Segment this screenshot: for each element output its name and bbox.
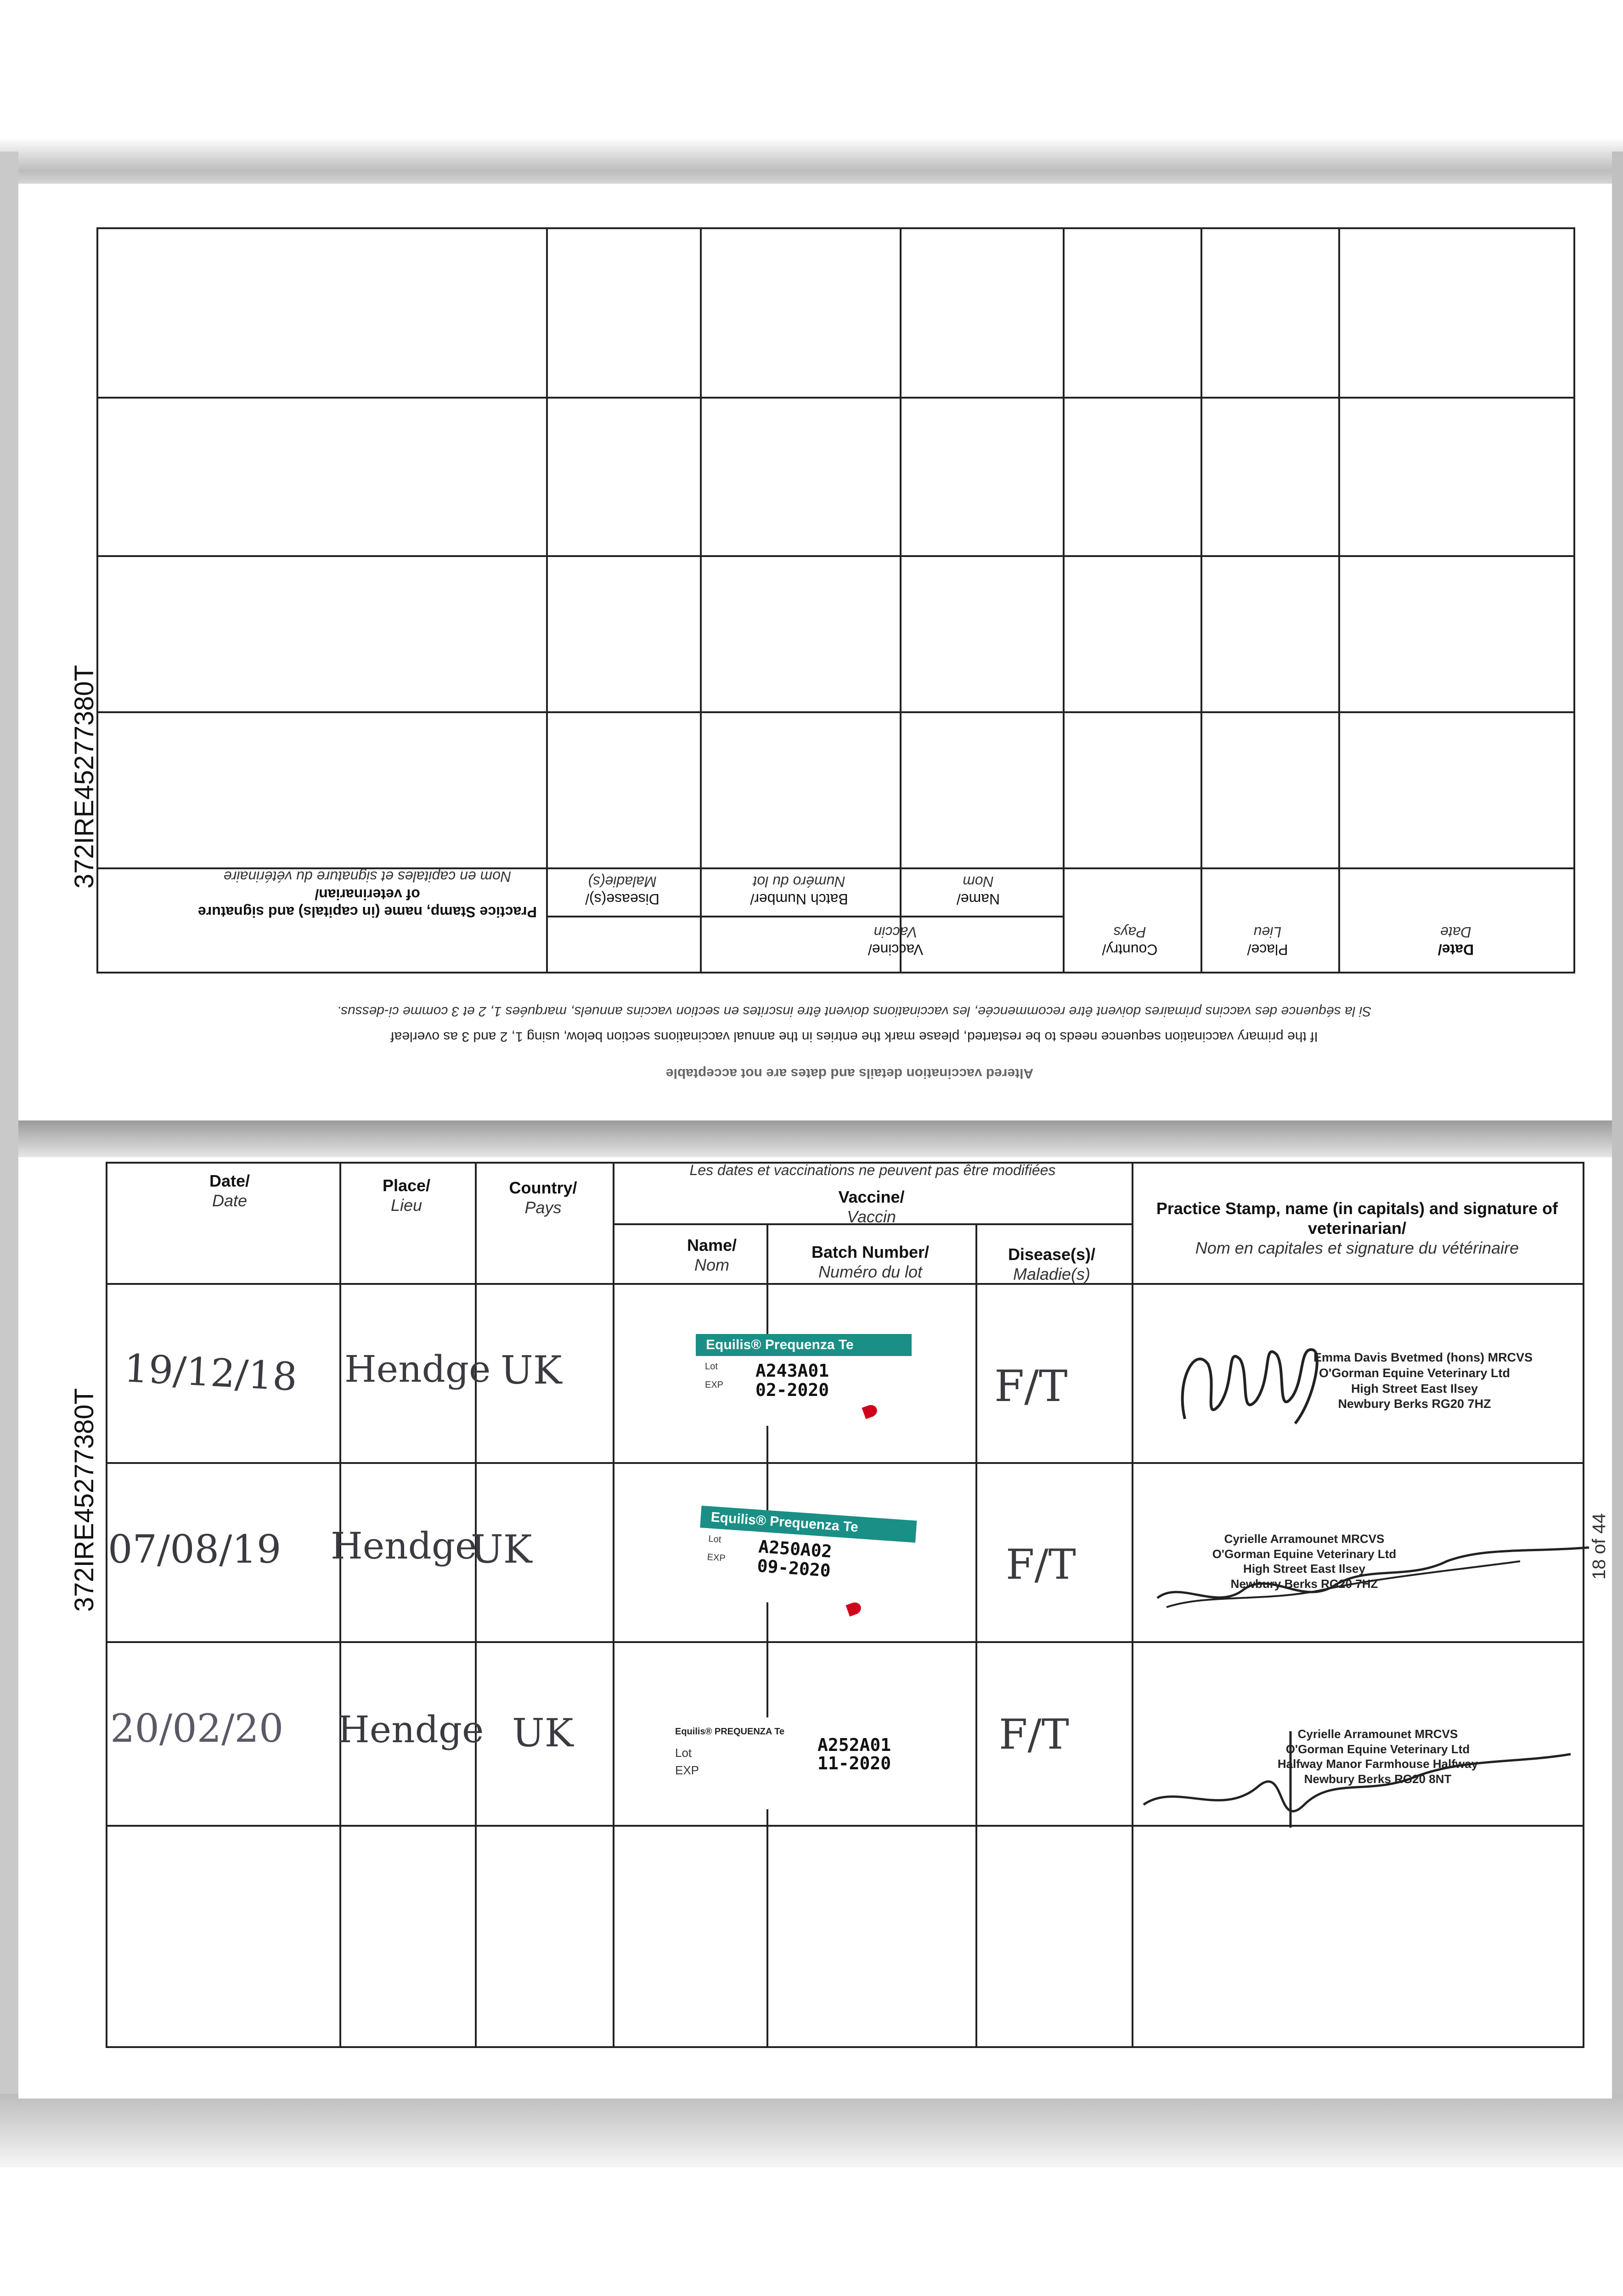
lot-label: Lot	[675, 1746, 692, 1760]
vaccine-label	[695, 1506, 917, 1612]
expiry-date: 09-2020	[756, 1555, 832, 1581]
table-divider	[107, 1283, 1584, 1285]
upper-vaccination-table	[96, 227, 1575, 974]
expiry-date: 11-2020	[817, 1753, 891, 1773]
stamp-header: Practice Stamp, name (in capitals) and signature of veterinarian/ Nom en capitales et signature du vétérinaire	[1156, 1199, 1558, 1258]
table-divider	[475, 1164, 477, 2048]
scan-left-edge	[0, 152, 18, 2126]
table-divider	[700, 229, 702, 974]
batch-header: Batch Number/ Numéro du lot	[811, 1243, 930, 1282]
lot-label: Lot	[708, 1534, 722, 1545]
notice-title: Altered vaccination details and dates are not acceptable	[665, 1066, 1034, 1081]
upper-batch-header: Batch Number/ Numéro du lot	[750, 873, 848, 907]
table-divider	[1132, 1164, 1133, 2048]
upper-stamp-header: Practice Stamp, name (in capitals) and signature of veterinarian/ Nom en capitales et signature du vétérinaire	[198, 868, 537, 921]
entry-country: UK	[471, 1527, 532, 1572]
vaccine-brand: Equilis® PREQUENZA Te	[675, 1727, 785, 1737]
upper-country-header: Country/ Pays	[1102, 923, 1158, 958]
exp-label: EXP	[705, 1380, 724, 1390]
table-divider	[548, 916, 1063, 917]
vet-stamp: Cyrielle Arramounet MRCVS O'Gorman Equine Veterinary Ltd High Street East Ilsey Newbury Berks RG20 7HZ	[1212, 1532, 1397, 1591]
table-divider	[900, 229, 902, 974]
upper-place-header: Place/ Lieu	[1247, 923, 1288, 958]
upper-vaccine-header: Vaccine/ Vaccin	[868, 923, 924, 958]
date-header: Date/ Date	[209, 1171, 250, 1210]
batch-number: A243A01	[755, 1361, 829, 1381]
entry-disease: F/T	[1006, 1541, 1076, 1589]
binder-fold	[18, 1120, 1612, 1157]
vaccine-brand: Equilis® Prequenza Te	[700, 1506, 917, 1543]
upper-disease-header: Disease(s)/ Maladie(s)	[585, 873, 659, 907]
entry-disease: F/T	[999, 1711, 1069, 1759]
vet-signature	[1139, 1713, 1575, 1851]
vet-signature	[1176, 1327, 1327, 1446]
vet-signature	[1153, 1534, 1594, 1626]
batch-number: A250A02	[758, 1536, 833, 1562]
expiry-date: 02-2020	[755, 1380, 829, 1400]
entry-date: 19/12/18	[123, 1345, 299, 1400]
vaccine-label	[666, 1717, 905, 1809]
table-divider	[98, 555, 1575, 557]
table-divider	[107, 1462, 1584, 1464]
scan-right-edge	[1612, 152, 1623, 2126]
table-divider	[546, 229, 548, 974]
table-divider	[1338, 229, 1340, 974]
table-divider	[613, 1164, 614, 2048]
upper-name-header: Name/ Nom	[956, 873, 1000, 907]
exp-label: EXP	[675, 1763, 699, 1777]
batch-number: A252A01	[817, 1735, 891, 1755]
table-divider	[339, 1164, 341, 2048]
exp-label: EXP	[706, 1552, 726, 1564]
vet-stamp: Cyrielle Arramounet MRCVS O'Gorman Equine Veterinary Ltd Halfway Manor Farmhouse Halfway Newbury Berks RG20 8NT	[1277, 1727, 1478, 1786]
entry-date: 07/08/19	[108, 1527, 282, 1572]
page-number: 18 of 44	[1589, 1513, 1609, 1580]
vaccine-header: Vaccine/ Vaccin	[838, 1187, 905, 1227]
lower-notice-title: Les dates et vaccinations ne peuvent pas être modifiées	[689, 1162, 1056, 1178]
scan-bottom-shadow	[0, 2094, 1623, 2167]
entry-disease: F/T	[994, 1362, 1068, 1412]
entry-date: 20/02/20	[110, 1706, 284, 1751]
upper-date-header: Date/ Date	[1437, 923, 1474, 958]
lot-label: Lot	[705, 1362, 718, 1372]
entry-place: Hendge	[344, 1348, 491, 1390]
notice-line1: If the primary vaccination sequence needs to be restarted, please mark the entries in the annual vaccinations section below, using 1, 2 and 3 as overleaf	[390, 1029, 1318, 1044]
entry-country: UK	[512, 1711, 574, 1756]
entry-place: Hendge	[331, 1525, 477, 1567]
notice-line2: Si la séquence des vaccins primaires doivent être recommencée, les vaccinations doivent être inscrites en section vaccins annuels, marquées 1, 2 et 3 comme ci-dessus.	[337, 1004, 1372, 1019]
lower-passport-id: 372IRE45277380T	[69, 1388, 99, 1612]
upper-passport-id: 372IRE45277380T	[69, 665, 99, 889]
table-divider	[98, 397, 1575, 399]
place-header: Place/ Lieu	[382, 1176, 431, 1215]
name-header: Name/ Nom	[687, 1236, 737, 1275]
country-header: Country/ Pays	[509, 1178, 577, 1217]
disease-header: Disease(s)/ Maladie(s)	[1008, 1245, 1096, 1284]
vaccine-label	[696, 1334, 912, 1426]
entry-place: Hendge	[338, 1708, 484, 1751]
table-divider	[1200, 229, 1202, 974]
table-divider	[1063, 229, 1065, 974]
entry-country: UK	[501, 1348, 562, 1393]
table-divider	[107, 1641, 1584, 1643]
vaccine-brand: Equilis® Prequenza Te	[696, 1334, 912, 1356]
vet-stamp: Emma Davis Bvetmed (hons) MRCVS O'Gorman Equine Veterinary Ltd High Street East Ilsey Newbury Berks RG20 7HZ	[1313, 1351, 1533, 1411]
table-divider	[98, 711, 1575, 713]
table-divider	[975, 1223, 977, 2048]
